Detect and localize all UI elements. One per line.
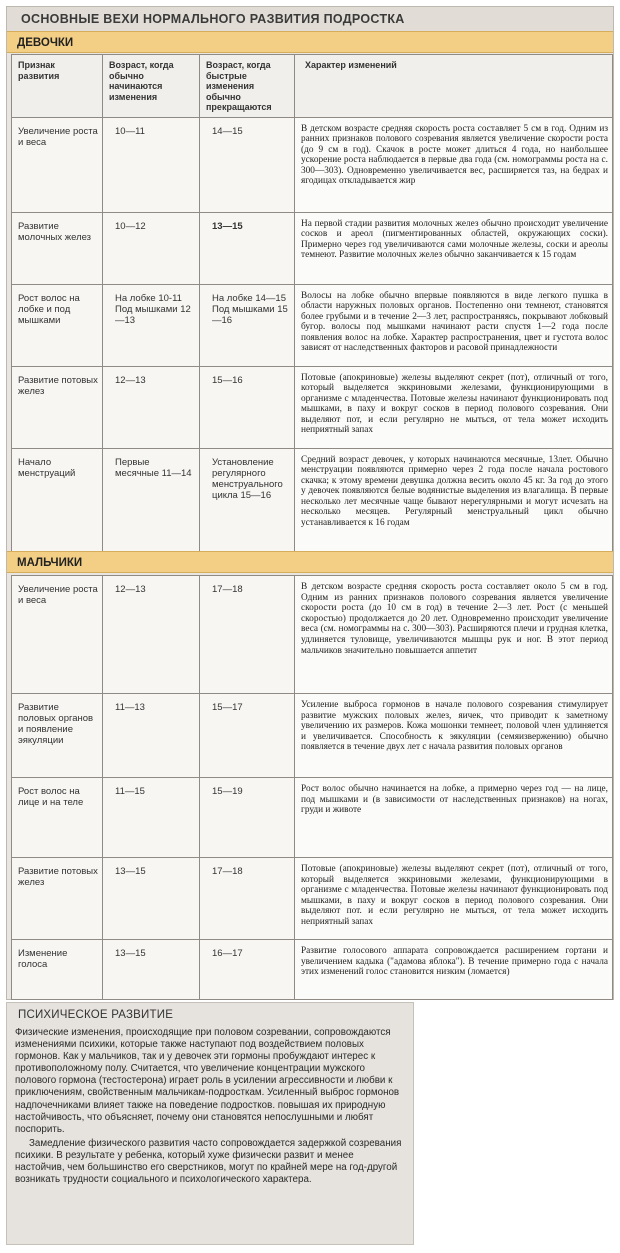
row-sign: Развитие потовых желез [12, 858, 103, 940]
table-row [12, 576, 613, 694]
table-row [12, 940, 613, 1000]
row-age-end: На лобке 14—15 Под мышками 15—16 [200, 284, 295, 366]
table-row [12, 858, 613, 940]
boys-table [11, 575, 613, 1000]
header-sign: Признак развития [12, 55, 103, 118]
row-age-end: 15—16 [200, 366, 295, 448]
row-description: В детском возрасте средняя скорость роста составляет 5 см в год. Одним из ранних признаков полового созревания является увеличение скорости роста (до 9 см в год). Скачок в росте может длиться 4 года, но наибольшее ускорение роста наблюдается в первые два года (см. номограммы роста на с. 300—303). Одновременно увеличивается вес, расширяется таз, на бедрах и ягодицах откладывается жир [295, 117, 613, 212]
row-age-end: 14—15 [200, 117, 295, 212]
row-age-start: 10—12 [103, 212, 200, 284]
girls-table [11, 54, 613, 557]
row-age-start: 11—15 [103, 778, 200, 858]
row-sign: Развитие потовых желез [12, 366, 103, 448]
milestones-sheet [6, 6, 614, 1000]
row-age-start: 10—11 [103, 117, 200, 212]
table-row [12, 448, 613, 556]
row-description: Усиление выброса гормонов в начале полового созревания стимулирует развитие мужских половых желез, яичек, что приводит к заметному увеличению их размеров. Кожа мошонки темнеет, половой член удлиняется и увеличивается. Способность к эякуляции (семяизвержению) обычно появляется в течение двух лет с начала развития половых органов [295, 694, 613, 778]
row-sign: Развитие молочных желез [12, 212, 103, 284]
row-description: Волосы на лобке обычно впервые появляются в виде легкого пушка в области наружных половых органов. Постепенно они темнеют, становятся более грубыми и в течение 2—3 лет, распространяясь, покрывают лобковый бугор. волосы под мышками начинают расти спустя 1—2 года после появления волос на лобке. Характер распространения, цвет и густота волос зависят от наследственных факторов и расовой принадлежности [295, 284, 613, 366]
row-description: На первой стадии развития молочных желез обычно происходит увеличение сосков и ареол (пигментированных областей, окружающих соски). Примерно через год увеличиваются сами молочные железы, соски и ареолы темнеют. Развитие молочных желез обычно заканчивается к 15 годам [295, 212, 613, 284]
table-row [12, 778, 613, 858]
row-age-end: 15—19 [200, 778, 295, 858]
row-age-start: 13—15 [103, 940, 200, 1000]
psych-paragraph-2: Замедление физического развития часто сопровождается задержкой созревания психики. В результате у ребенка, который хуже физически развит и менее настойчив, чем большинство его сверстников, могут по крайней мере на год-другой возникать трудности социального и психологического характера. [15, 1137, 402, 1186]
header-age-end: Возраст, когда быстрые изменения обычно прекращаются [200, 55, 295, 118]
page-title: ОСНОВНЫЕ ВЕХИ НОРМАЛЬНОГО РАЗВИТИЯ ПОДРОСТКА [7, 7, 613, 31]
row-age-start: Первые месячные 11—14 [103, 448, 200, 556]
header-age-start: Возраст, когда обычно начинаются изменения [103, 55, 200, 118]
row-sign: Увеличение роста и веса [12, 117, 103, 212]
row-age-end: Установление регулярного менструального цикла 15—16 [200, 448, 295, 556]
row-description: В детском возрасте средняя скорость роста составляет около 5 см в год. Одним из ранних признаков полового созревания является увеличение скорости роста (до 10 см в год) в течение 2—3 лет. Рост (с меньшей скоростью) продолжается до 20 лет. Одновременно происходит увеличение веса (см. номограммы на с. 300—303). Расширяются плечи и грудная клетка, удлиняется туловище, увеличиваются мышцы рук и ног. В этот период мальчиков значительно повышается аппетит [295, 576, 613, 694]
row-sign: Развитие половых органов и появление эякуляции [12, 694, 103, 778]
row-age-start: 12—13 [103, 366, 200, 448]
row-sign: Рост волос на лобке и под мышками [12, 284, 103, 366]
table-row [12, 117, 613, 212]
psychological-development-box [6, 1002, 414, 1245]
row-age-end: 17—18 [200, 858, 295, 940]
table-row [12, 694, 613, 778]
header-row [12, 55, 613, 118]
table-row [12, 212, 613, 284]
row-age-start: На лобке 10-11 Под мышками 12—13 [103, 284, 200, 366]
girls-section-header: ДЕВОЧКИ [7, 31, 613, 53]
row-description: Средний возраст девочек, у которых начинаются месячные, 13лет. Обычно менструации появляются примерно через 2 года после начала ростового скачка; к этому времени девушка должна весить около 45 кг. За год до этого у девочек появляются белые водянистые выделения из влагалища. В первые несколько лет месячные чаще бывают нерегулярными и могут исчезать на несколько месяцев. Регулярный менструальный цикл обычно устанавливается к 16 годам [295, 448, 613, 556]
psych-title: ПСИХИЧЕСКОЕ РАЗВИТИЕ [18, 1009, 174, 1021]
row-description: Потовые (апокриновые) железы выделяют секрет (пот), отличный от того, который выделяется эккриновыми железами, функционирующими в организме с младенчества. Потовые железы начинают функционировать под мышками, в паху и вокруг сосков в период полового созревания. Они выделяют пот, и если регулярно не мыться, от тела может исходить неприятный запах [295, 366, 613, 448]
header-character: Характер изменений [295, 55, 613, 118]
table-row [12, 284, 613, 366]
row-age-end: 16—17 [200, 940, 295, 1000]
row-sign: Начало менструаций [12, 448, 103, 556]
row-age-start: 12—13 [103, 576, 200, 694]
row-age-end: 13—15 [200, 212, 295, 284]
row-sign: Увеличение роста и веса [12, 576, 103, 694]
row-sign: Изменение голоса [12, 940, 103, 1000]
row-age-end: 17—18 [200, 576, 295, 694]
row-sign: Рост волос на лице и на теле [12, 778, 103, 858]
row-age-start: 13—15 [103, 858, 200, 940]
row-description: Развитие голосового аппарата сопровождается расширением гортани и увеличением кадыка ("адамова яблока"). В течение примерно года с начала этих изменений голос становится низким (ломается) [295, 940, 613, 1000]
row-description: Рост волос обычно начинается на лобке, а примерно через год — на лице, под мышками и (в зависимости от наследственных признаков) на ногах, груди и животе [295, 778, 613, 858]
row-age-end: 15—17 [200, 694, 295, 778]
psych-paragraph-1: Физические изменения, происходящие при половом созревании, сопровождаются изменениями психики, которые также наступают под воздействием половых гормонов. Как у мальчиков, так и у девочек эти гормоны пробуждают интерес к противоположному полу. Считается, что увеличение концентрации мужского полового гормона (тестостерона) играет роль в усилении агрессивности и любви к приключениям, свойственным мальчикам-подросткам. Усиленный выброс гормонов надпочечниками влияет также на поведение подростков. повышая их природную настойчивость, что объясняет, почему они становятся непослушными и любят поспорить. [15, 1027, 400, 1135]
boys-section-header: МАЛЬЧИКИ [7, 551, 613, 573]
row-age-start: 11—13 [103, 694, 200, 778]
row-description: Потовые (апокриновые) железы выделяют секрет (пот), отличный от того, который выделяется эккриновыми железами, функционирующими в организме с младенчества. Потовые железы начинают функционировать под мышками, в паху и вокруг сосков в период полового созревания. Они выделяют пот. и если регулярно не мыться, от тела может исходить неприятный запах [295, 858, 613, 940]
table-row [12, 366, 613, 448]
